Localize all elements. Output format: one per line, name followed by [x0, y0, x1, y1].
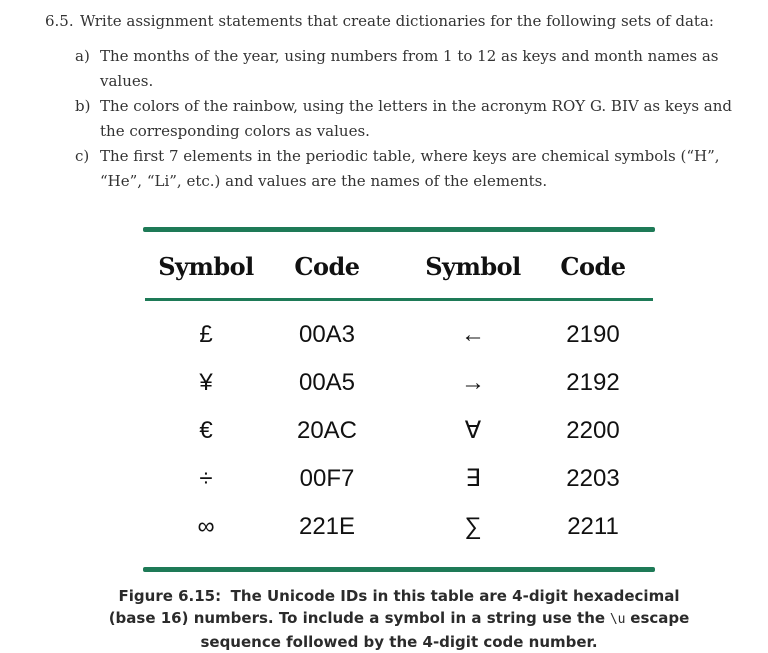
- item-text: The colors of the rainbow, using the letters in the acronym ROY G. BIV as keys and the corresponding colors as values.: [100, 97, 732, 140]
- symbol-cell: ¥: [199, 369, 213, 396]
- exercise-number: 6.5.: [45, 12, 74, 30]
- item-letter: c): [75, 147, 90, 165]
- code-cell: 221E: [298, 513, 356, 540]
- table-header-rule: [145, 298, 653, 301]
- item-text: The months of the year, using numbers from 1 to 12 as keys and month names as values.: [100, 47, 719, 90]
- table-bottom-rule: [143, 567, 655, 572]
- exercise-item-a: [75, 44, 735, 94]
- symbol-cell: ∃: [465, 465, 481, 492]
- header-code-2: Code: [560, 252, 626, 281]
- table-row: [143, 459, 655, 499]
- code-cell: 00A3: [298, 321, 356, 348]
- header-symbol-2: Symbol: [425, 252, 521, 281]
- exercise-list: [45, 44, 735, 194]
- item-letter: b): [75, 97, 91, 115]
- code-cell: 20AC: [296, 417, 358, 444]
- caption-code: \u: [609, 612, 626, 627]
- item-text: The first 7 elements in the periodic table, where keys are chemical symbols (“H”, “He”, “Li”, etc.) and values are the names of the elements.: [100, 147, 720, 190]
- symbol-cell: ∞: [197, 513, 215, 540]
- exercise-header: [45, 9, 735, 34]
- caption-text-after: escape sequence followed by the 4-digit code number.: [200, 609, 690, 651]
- unicode-table: [143, 227, 655, 575]
- code-cell: 2192: [566, 369, 620, 396]
- table-row: [143, 411, 655, 451]
- exercise-block: [45, 9, 735, 194]
- code-cell: 2203: [566, 465, 620, 492]
- code-cell: 2211: [567, 513, 619, 540]
- table-top-rule: [143, 227, 655, 232]
- item-letter: a): [75, 47, 90, 65]
- table-row: [143, 363, 655, 403]
- symbol-cell: →: [461, 369, 485, 396]
- figure-caption: [105, 585, 693, 653]
- code-cell: 2190: [566, 321, 620, 348]
- symbol-cell: ←: [461, 321, 485, 348]
- header-symbol-1: Symbol: [158, 252, 254, 281]
- caption-text-before: The Unicode IDs in this table are 4-digit hexadecimal (base 16) numbers. To include a symbol in a string use the: [108, 587, 680, 627]
- caption-label: Figure 6.15:: [118, 587, 222, 605]
- symbol-cell: ∑: [464, 513, 482, 540]
- symbol-cell: £: [199, 321, 213, 348]
- table-row: [143, 507, 655, 547]
- code-cell: 00A5: [298, 369, 356, 396]
- table-row: [143, 315, 655, 355]
- code-cell: 00F7: [299, 465, 355, 492]
- symbol-cell: ÷: [199, 465, 213, 492]
- symbol-cell: ∀: [464, 417, 482, 444]
- exercise-prompt: Write assignment statements that create dictionaries for the following sets of data:: [80, 12, 714, 30]
- code-cell: 2200: [566, 417, 620, 444]
- header-code-1: Code: [294, 252, 360, 281]
- exercise-item-b: [75, 94, 735, 144]
- exercise-item-c: [75, 144, 735, 194]
- symbol-cell: €: [199, 417, 213, 444]
